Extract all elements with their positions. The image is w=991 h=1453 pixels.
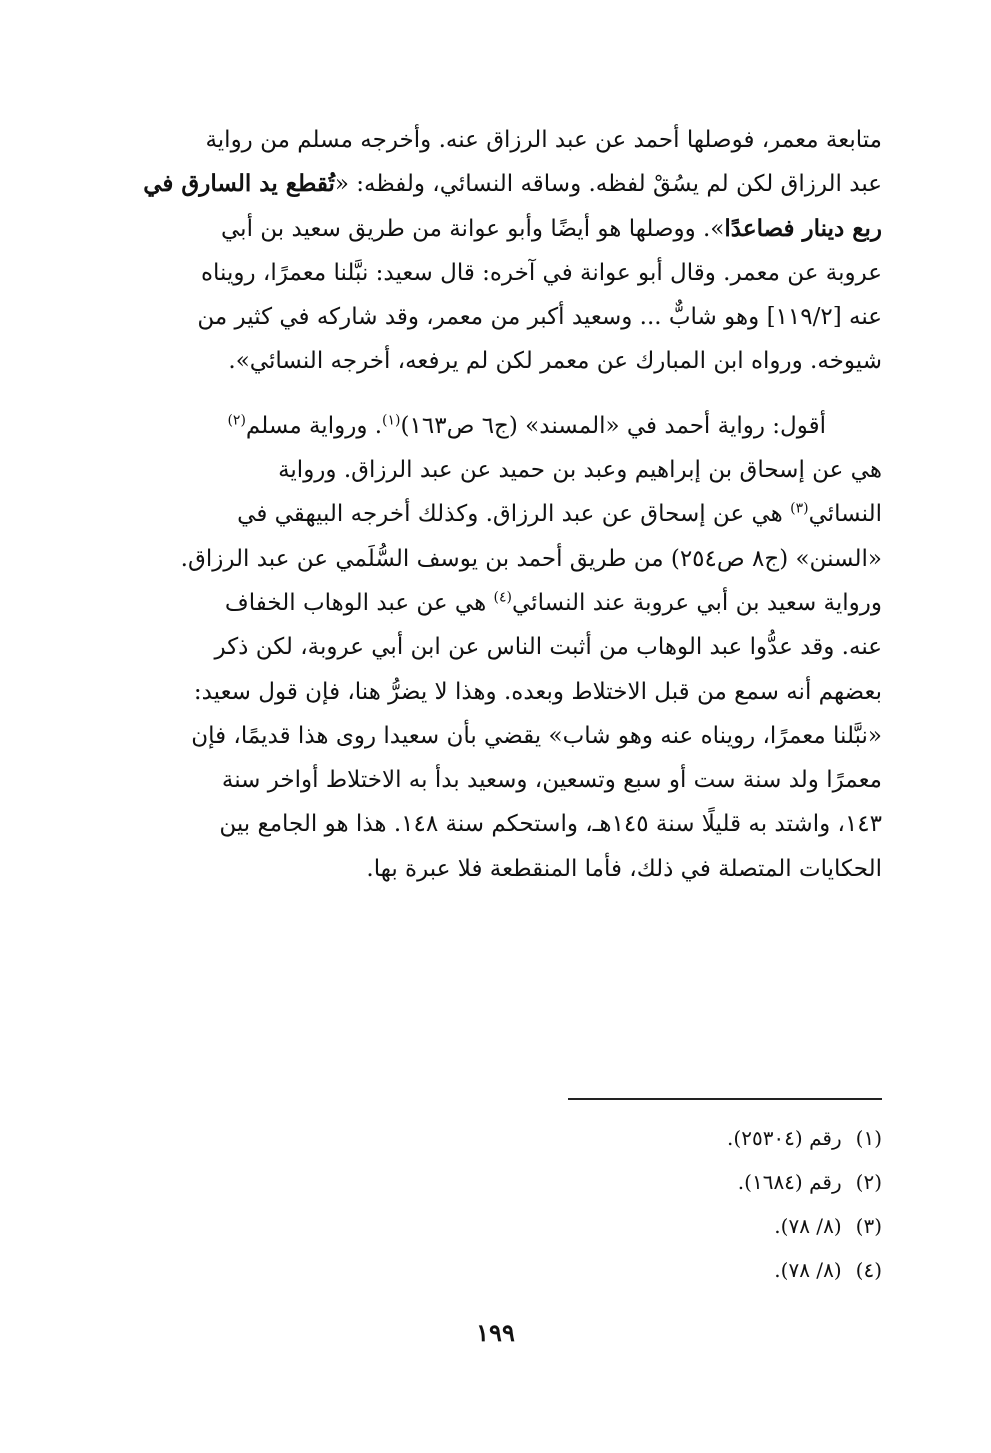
footnote-ref[interactable]: (١) bbox=[382, 412, 401, 429]
hadith-quote: تُقطع يد السارق في bbox=[143, 170, 335, 198]
footnote-number: (٢) bbox=[855, 1170, 882, 1194]
footnote-ref[interactable]: (٤) bbox=[493, 589, 512, 606]
text-line: «نبَّلنا معمرًا، رويناه عنه وهو شاب» يقضي بأن سعيدا روى هذا قديمًا، فإن bbox=[191, 722, 882, 749]
text-segment: أقول: رواية أحمد في «المسند» (ج٦ ص١٦٣) bbox=[400, 412, 826, 439]
text-line: معمرًا ولد سنة ست أو سبع وتسعين، وسعيد بدأ به الاختلاط أواخر سنة bbox=[221, 767, 882, 794]
footnotes-list bbox=[100, 1116, 882, 1292]
paragraph-2 bbox=[100, 404, 882, 891]
footnote-item bbox=[100, 1204, 882, 1248]
footnote-ref[interactable]: (٢) bbox=[227, 412, 246, 429]
text-segment: النسائي bbox=[808, 501, 882, 528]
text-segment: عبد الرزاق لكن لم يسُقْ لفظه. وساقه النسائي، ولفظه: « bbox=[334, 171, 882, 198]
footnote-number: (٣) bbox=[855, 1214, 882, 1238]
footnote-text: (٨/ ٧٨). bbox=[774, 1258, 842, 1282]
main-text bbox=[100, 118, 882, 891]
footnote-item bbox=[100, 1160, 882, 1204]
footnote-item bbox=[100, 1248, 882, 1292]
paragraph-1 bbox=[100, 118, 882, 384]
text-segment: ». ووصلها هو أيضًا وأبو عوانة من طريق سعيد بن أبي bbox=[221, 215, 725, 242]
text-line bbox=[100, 581, 882, 625]
text-line: هي عن إسحاق بن إبراهيم وعبد بن حميد عن عبد الرزاق. ورواية bbox=[278, 457, 882, 484]
text-line bbox=[100, 162, 882, 206]
text-line: شيوخه. ورواه ابن المبارك عن معمر لكن لم يرفعه، أخرجه النسائي». bbox=[228, 348, 882, 375]
hadith-quote: ربع دينار فصاعدًا bbox=[724, 214, 882, 242]
text-line: بعضهم أنه سمع من قبل الاختلاط وبعده. وهذا لا يضرُّ هنا، فإن قول سعيد: bbox=[193, 678, 882, 705]
text-segment: هي عن عبد الوهاب الخفاف bbox=[224, 589, 494, 616]
footnote-text: (٨/ ٧٨). bbox=[774, 1214, 842, 1238]
text-segment: ورواية سعيد بن أبي عروبة عند النسائي bbox=[512, 589, 882, 616]
text-line: عنه. وقد عدُّوا عبد الوهاب من أثبت الناس عن ابن أبي عروبة، لكن ذكر bbox=[214, 634, 882, 661]
footnote-number: (١) bbox=[855, 1126, 882, 1150]
footnote-text: رقم (١٦٨٤). bbox=[737, 1170, 842, 1194]
text-line bbox=[100, 404, 882, 448]
text-line bbox=[100, 207, 882, 251]
footnote-item bbox=[100, 1116, 882, 1160]
footnote-number: (٤) bbox=[855, 1258, 882, 1282]
page-number: ١٩٩ bbox=[476, 1318, 515, 1347]
text-segment: هي عن إسحاق عن عبد الرزاق. وكذلك أخرجه البيهقي في bbox=[237, 501, 791, 528]
text-line: متابعة معمر، فوصلها أحمد عن عبد الرزاق عنه. وأخرجه مسلم من رواية bbox=[205, 127, 882, 153]
text-line: ١٤٣، واشتد به قليلًا سنة ١٤٥هـ، واستحكم سنة ١٤٨. هذا هو الجامع بين bbox=[219, 811, 882, 838]
text-segment: . ورواية مسلم bbox=[245, 412, 383, 439]
text-line: عروبة عن معمر. وقال أبو عوانة في آخره: قال سعيد: نبَّلنا معمرًا، رويناه bbox=[201, 259, 882, 286]
footnote-ref[interactable]: (٣) bbox=[790, 500, 809, 517]
text-line: «السنن» (ج٨ ص٢٥٤) من طريق أحمد بن يوسف السُّلَمي عن عبد الرزاق. bbox=[180, 545, 882, 572]
text-line: عنه [١١٩/٢] وهو شابٌّ ... وسعيد أكبر من معمر، وقد شاركه في كثير من bbox=[197, 304, 882, 331]
text-line bbox=[100, 492, 882, 536]
text-line: الحكايات المتصلة في ذلك، فأما المنقطعة فلا عبرة بها. bbox=[366, 855, 882, 882]
footnote-text: رقم (٢٥٣٠٤). bbox=[727, 1126, 842, 1150]
footnote-divider bbox=[568, 1098, 882, 1100]
